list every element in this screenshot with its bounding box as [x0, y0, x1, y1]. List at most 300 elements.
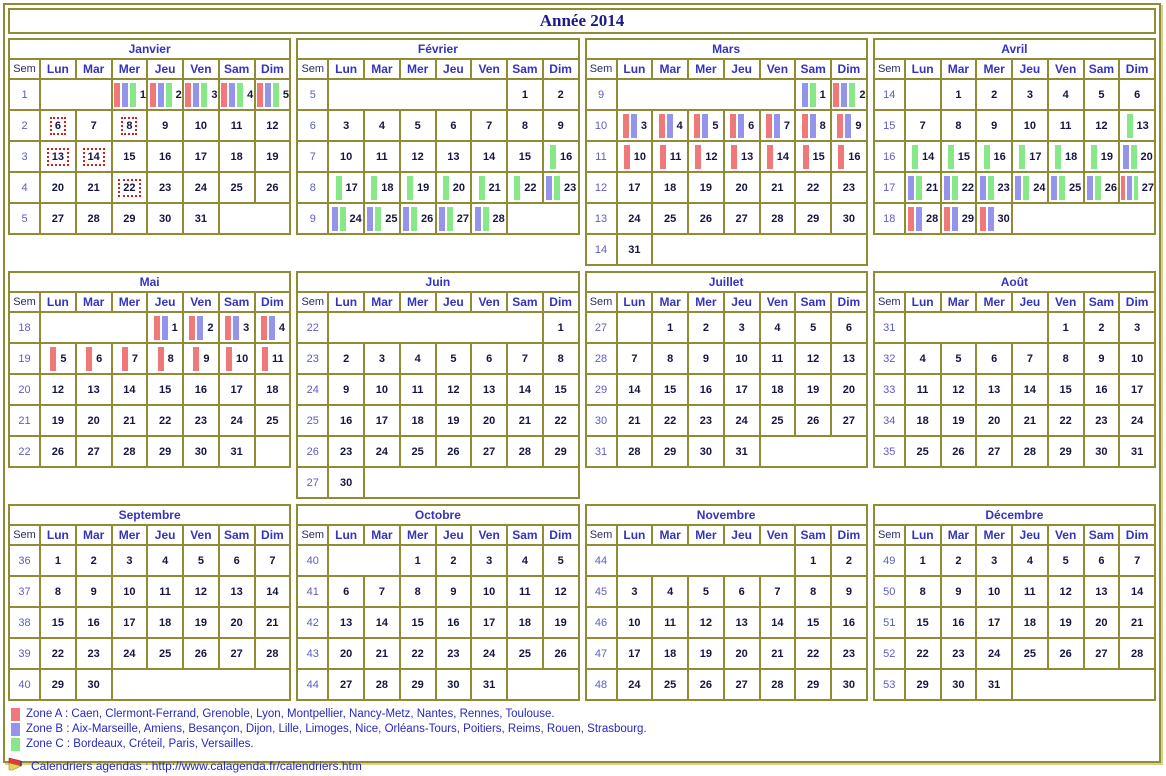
day-cell: [400, 436, 436, 467]
day-number: 15: [916, 616, 929, 629]
day-cell: [688, 576, 724, 607]
day-number: 1: [819, 88, 826, 101]
day-number: 14: [375, 616, 388, 629]
week-row: [297, 172, 578, 203]
day-number: 1: [139, 88, 146, 101]
day-number: 6: [486, 352, 493, 365]
zone-b-vacation-stripe: [908, 176, 914, 200]
month-title: Septembre: [9, 505, 290, 525]
day-cell: [795, 172, 831, 203]
day-cell: [760, 669, 796, 700]
zone-c-vacation-stripe: [916, 176, 922, 200]
day-number: 24: [1131, 414, 1144, 427]
day-number: 9: [557, 119, 564, 132]
zone-b-vacation-stripe: [944, 176, 950, 200]
zone-c-vacation-stripe: [1055, 145, 1061, 169]
day-number: 1: [919, 554, 926, 567]
day-number: 26: [699, 678, 712, 691]
zone-c-vacation-stripe: [1059, 176, 1065, 200]
weekday-header: Lun: [905, 59, 941, 79]
day-cell: [976, 203, 1012, 234]
day-cell: [76, 638, 112, 669]
day-number: 17: [988, 616, 1001, 629]
day-cell: [688, 436, 724, 467]
day-cell: [507, 405, 543, 436]
week-row: [297, 110, 578, 141]
empty-days: [40, 79, 112, 110]
day-number: 4: [667, 585, 674, 598]
zone-b-vacation-stripe: [916, 207, 922, 231]
day-cell: [328, 436, 364, 467]
zone-b-vacation-stripe: [802, 83, 808, 107]
day-number: 19: [554, 616, 567, 629]
weekday-header: Sam: [1084, 292, 1120, 312]
day-cell: [724, 343, 760, 374]
day-number: 22: [51, 647, 64, 660]
day-number: 29: [411, 678, 424, 691]
week-row: [297, 203, 578, 234]
day-number: 5: [1062, 554, 1069, 567]
day-number: 22: [807, 647, 820, 660]
day-number: 22: [664, 414, 677, 427]
day-cell: [471, 141, 507, 172]
day-cell: [219, 545, 255, 576]
zone-c-vacation-stripe: [479, 176, 485, 200]
weekday-header: Mar: [364, 292, 400, 312]
day-cell: [471, 576, 507, 607]
week-number: 42: [297, 607, 328, 638]
zone-b-vacation-stripe: [439, 207, 445, 231]
empty-days: [112, 669, 291, 700]
day-number: 23: [447, 647, 460, 660]
day-cell: [471, 669, 507, 700]
zone-b-vacation-stripe: [988, 207, 994, 231]
week-number: 22: [9, 436, 40, 467]
day-number: 17: [628, 181, 641, 194]
empty-days: [219, 203, 291, 234]
day-cell: [760, 312, 796, 343]
day-number: 19: [51, 414, 64, 427]
day-number: 3: [991, 554, 998, 567]
day-cell: [183, 405, 219, 436]
day-cell: [617, 436, 653, 467]
day-number: 23: [952, 647, 965, 660]
weekday-header: Sam: [795, 525, 831, 545]
week-number: 22: [297, 312, 328, 343]
weekday-header: Jeu: [436, 59, 472, 79]
day-number: 29: [159, 445, 172, 458]
day-number: 6: [343, 585, 350, 598]
weekday-header: Sam: [795, 292, 831, 312]
weekday-header: Mar: [941, 292, 977, 312]
day-number: 23: [842, 181, 855, 194]
weekday-header: Jeu: [1012, 525, 1048, 545]
day-number: 16: [159, 150, 172, 163]
day-number: 24: [628, 678, 641, 691]
zone-a-vacation-stripe: [767, 145, 773, 169]
day-number: 2: [343, 352, 350, 365]
day-cell: [436, 343, 472, 374]
empty-days: [255, 436, 291, 467]
day-cell: [543, 436, 579, 467]
day-cell: [112, 172, 148, 203]
week-col-header: Sem: [9, 59, 40, 79]
month-title: Août: [874, 272, 1155, 292]
day-cell: [76, 669, 112, 700]
day-cell: [112, 203, 148, 234]
week-number: 36: [9, 545, 40, 576]
day-cell: [1048, 172, 1084, 203]
day-number: 30: [1095, 445, 1108, 458]
zone-a-vacation-stripe: [226, 347, 232, 371]
day-cell: [976, 110, 1012, 141]
zone-a-vacation-stripe: [908, 207, 914, 231]
day-cell: [941, 545, 977, 576]
day-cell: [40, 172, 76, 203]
weekday-header: Lun: [40, 292, 76, 312]
weekday-header: Ven: [1048, 525, 1084, 545]
zone-c-vacation-stripe: [550, 145, 556, 169]
day-number: 11: [669, 150, 682, 163]
zone-b-vacation-stripe: [631, 114, 637, 138]
month-title: Octobre: [297, 505, 578, 525]
day-cell: [724, 110, 760, 141]
week-col-header: Sem: [874, 525, 905, 545]
day-number: 1: [521, 88, 528, 101]
month-novembre: [585, 504, 868, 701]
day-number: 17: [1131, 383, 1144, 396]
day-number: 22: [916, 647, 929, 660]
day-number: 1: [810, 554, 817, 567]
zone-c-vacation-stripe: [447, 207, 453, 231]
zone-c-vacation-stripe: [849, 83, 855, 107]
day-cell: [183, 203, 219, 234]
day-number: 7: [631, 352, 638, 365]
day-cell: [364, 343, 400, 374]
day-number: 28: [266, 647, 279, 660]
day-number-marked: 8: [121, 117, 137, 135]
day-cell: [1048, 545, 1084, 576]
weekday-header: Mar: [76, 292, 112, 312]
day-number: 7: [131, 352, 138, 365]
day-cell: [617, 669, 653, 700]
day-number: 29: [51, 678, 64, 691]
week-row: [9, 312, 290, 343]
day-number: 25: [916, 445, 929, 458]
week-row: [586, 172, 867, 203]
day-number: 3: [640, 119, 647, 132]
day-number: 14: [771, 616, 784, 629]
day-number: 17: [123, 616, 136, 629]
weekday-header: Sam: [219, 525, 255, 545]
day-cell: [724, 374, 760, 405]
day-cell: [941, 436, 977, 467]
day-cell: [147, 312, 183, 343]
weekday-header: Dim: [543, 525, 579, 545]
week-number: 39: [9, 638, 40, 669]
day-number: 15: [518, 150, 531, 163]
day-number: 18: [411, 414, 424, 427]
week-row: [9, 576, 290, 607]
day-number: 9: [450, 585, 457, 598]
day-number: 6: [748, 119, 755, 132]
day-cell: [436, 545, 472, 576]
day-number: 3: [738, 321, 745, 334]
day-number: 12: [1059, 585, 1072, 598]
day-cell: [400, 141, 436, 172]
week-row: [9, 172, 290, 203]
day-cell: [795, 374, 831, 405]
zone-c-vacation-stripe: [273, 83, 279, 107]
day-cell: [688, 405, 724, 436]
day-number: 10: [236, 352, 249, 365]
day-number: 4: [414, 352, 421, 365]
day-number: 22: [554, 414, 567, 427]
day-cell: [507, 545, 543, 576]
month-janvier: [8, 38, 291, 235]
day-number: 14: [1023, 383, 1036, 396]
day-number: 27: [735, 212, 748, 225]
day-number: 26: [1104, 181, 1117, 194]
day-number: 2: [90, 554, 97, 567]
legend-item-zone-b: [11, 722, 1156, 736]
day-cell: [905, 576, 941, 607]
week-number: 47: [586, 638, 617, 669]
week-number: 21: [9, 405, 40, 436]
day-cell: [112, 79, 148, 110]
empty-days: [507, 203, 579, 234]
month-title: Avril: [874, 39, 1155, 59]
day-number: 24: [194, 181, 207, 194]
day-cell: [1048, 141, 1084, 172]
zone-a-vacation-stripe: [944, 207, 950, 231]
day-cell: [1084, 374, 1120, 405]
day-number: 28: [87, 212, 100, 225]
day-cell: [1119, 405, 1155, 436]
day-number: 24: [123, 647, 136, 660]
day-cell: [795, 607, 831, 638]
day-cell: [760, 343, 796, 374]
day-cell: [40, 110, 76, 141]
day-cell: [724, 638, 760, 669]
day-cell: [255, 405, 291, 436]
day-number: 27: [988, 445, 1001, 458]
day-cell: [219, 405, 255, 436]
zone-a-vacation-stripe: [803, 145, 809, 169]
day-cell: [941, 638, 977, 669]
day-cell: [400, 607, 436, 638]
zone-b-vacation-stripe: [841, 83, 847, 107]
day-cell: [1048, 312, 1084, 343]
week-number: 3: [9, 141, 40, 172]
day-number: 20: [230, 616, 243, 629]
day-number: 25: [385, 212, 398, 225]
day-number: 23: [87, 647, 100, 660]
day-number: 6: [1098, 554, 1105, 567]
day-number: 4: [162, 554, 169, 567]
week-row: [9, 203, 290, 234]
day-cell: [543, 79, 579, 110]
day-cell: [364, 110, 400, 141]
zone-c-vacation-stripe: [1023, 176, 1029, 200]
weekday-header: Mer: [400, 292, 436, 312]
weekday-header: Lun: [617, 292, 653, 312]
zone-b-vacation-stripe: [1087, 176, 1093, 200]
weekday-header: Ven: [760, 59, 796, 79]
day-cell: [76, 203, 112, 234]
day-cell: [183, 141, 219, 172]
day-cell: [328, 405, 364, 436]
week-number: 20: [9, 374, 40, 405]
day-number: 24: [483, 647, 496, 660]
week-number: 44: [586, 545, 617, 576]
day-cell: [941, 607, 977, 638]
zone-b-vacation-stripe: [810, 114, 816, 138]
day-number: 21: [1023, 414, 1036, 427]
day-number: 26: [421, 212, 434, 225]
day-cell: [255, 110, 291, 141]
day-cell: [255, 141, 291, 172]
week-row: [9, 545, 290, 576]
day-number: 6: [1134, 88, 1141, 101]
weekday-header: Jeu: [724, 292, 760, 312]
week-number: 28: [586, 343, 617, 374]
day-cell: [436, 110, 472, 141]
calendars-link[interactable]: Calendriers agendas : http://www.calagenda.fr/calendriers.htm: [31, 759, 362, 773]
day-number: 21: [1131, 616, 1144, 629]
weekday-header: Dim: [1119, 525, 1155, 545]
day-number: 2: [845, 554, 852, 567]
day-cell: [328, 374, 364, 405]
calagenda-flag-icon: [8, 757, 23, 776]
day-number: 12: [699, 616, 712, 629]
day-number: 31: [230, 445, 243, 458]
week-number: 18: [9, 312, 40, 343]
day-number: 1: [171, 321, 178, 334]
day-cell: [112, 374, 148, 405]
day-number: 30: [87, 678, 100, 691]
day-number: 14: [483, 150, 496, 163]
day-cell: [183, 110, 219, 141]
day-cell: [147, 545, 183, 576]
day-number: 17: [194, 150, 207, 163]
day-number: 20: [735, 181, 748, 194]
day-number: 31: [483, 678, 496, 691]
day-number: 4: [919, 352, 926, 365]
zone-a-vacation-stripe: [154, 316, 160, 340]
month-title: Mars: [586, 39, 867, 59]
week-number: 51: [874, 607, 905, 638]
day-number-marked: 14: [83, 148, 105, 166]
day-number: 7: [774, 585, 781, 598]
day-cell: [1012, 576, 1048, 607]
zone-a-vacation-stripe: [193, 347, 199, 371]
day-cell: [760, 172, 796, 203]
zone-a-vacation-stripe: [838, 145, 844, 169]
day-cell: [1119, 110, 1155, 141]
day-cell: [976, 141, 1012, 172]
day-cell: [652, 436, 688, 467]
day-number: 25: [411, 445, 424, 458]
week-number: 27: [297, 467, 328, 498]
zone-b-vacation-stripe: [952, 207, 958, 231]
week-number: 19: [9, 343, 40, 374]
day-cell: [688, 343, 724, 374]
day-cell: [976, 374, 1012, 405]
day-number: 12: [705, 150, 718, 163]
weekday-header: Mer: [112, 292, 148, 312]
day-number: 16: [952, 616, 965, 629]
day-cell: [436, 436, 472, 467]
day-number: 28: [518, 445, 531, 458]
day-cell: [617, 234, 653, 265]
zone-a-vacation-stripe: [150, 83, 156, 107]
empty-days: [617, 545, 796, 576]
day-cell: [507, 110, 543, 141]
day-number: 11: [376, 150, 388, 163]
day-number: 22: [807, 181, 820, 194]
day-number: 11: [1059, 119, 1072, 132]
zone-c-vacation-stripe: [1091, 145, 1097, 169]
weekday-header: Sam: [219, 292, 255, 312]
day-number: 1: [557, 321, 564, 334]
day-cell: [364, 405, 400, 436]
empty-days: [328, 79, 507, 110]
day-number: 14: [518, 383, 531, 396]
day-cell: [617, 110, 653, 141]
week-number: 32: [874, 343, 905, 374]
zone-b-vacation-stripe: [403, 207, 409, 231]
day-number: 19: [952, 414, 965, 427]
day-cell: [147, 436, 183, 467]
day-cell: [76, 545, 112, 576]
week-row: [297, 436, 578, 467]
day-number: 9: [203, 352, 210, 365]
zone-c-vacation-stripe: [1127, 114, 1133, 138]
day-number: 15: [411, 616, 424, 629]
day-cell: [543, 172, 579, 203]
day-cell: [688, 638, 724, 669]
zone-b-vacation-stripe: [1123, 145, 1129, 169]
day-cell: [1012, 436, 1048, 467]
day-cell: [724, 141, 760, 172]
day-cell: [831, 405, 867, 436]
day-cell: [1119, 545, 1155, 576]
weekday-header: Jeu: [147, 525, 183, 545]
weekday-header: Ven: [760, 292, 796, 312]
day-number: 24: [735, 414, 748, 427]
day-cell: [112, 110, 148, 141]
day-number: 22: [961, 181, 974, 194]
day-number: 21: [375, 647, 388, 660]
zone-c-vacation-stripe: [375, 207, 381, 231]
day-cell: [976, 669, 1012, 700]
week-col-header: Sem: [586, 525, 617, 545]
zone-a-vacation-stripe: [766, 114, 772, 138]
day-number: 8: [54, 585, 61, 598]
zone-a-vacation-stripe: [660, 145, 666, 169]
empty-days: [328, 312, 543, 343]
week-number: 35: [874, 436, 905, 467]
day-number: 2: [1098, 321, 1105, 334]
week-row: [9, 374, 290, 405]
week-row: [9, 110, 290, 141]
day-cell: [760, 405, 796, 436]
day-cell: [471, 436, 507, 467]
zone-c-vacation-stripe: [952, 176, 958, 200]
day-cell: [652, 669, 688, 700]
day-number: 8: [667, 352, 674, 365]
